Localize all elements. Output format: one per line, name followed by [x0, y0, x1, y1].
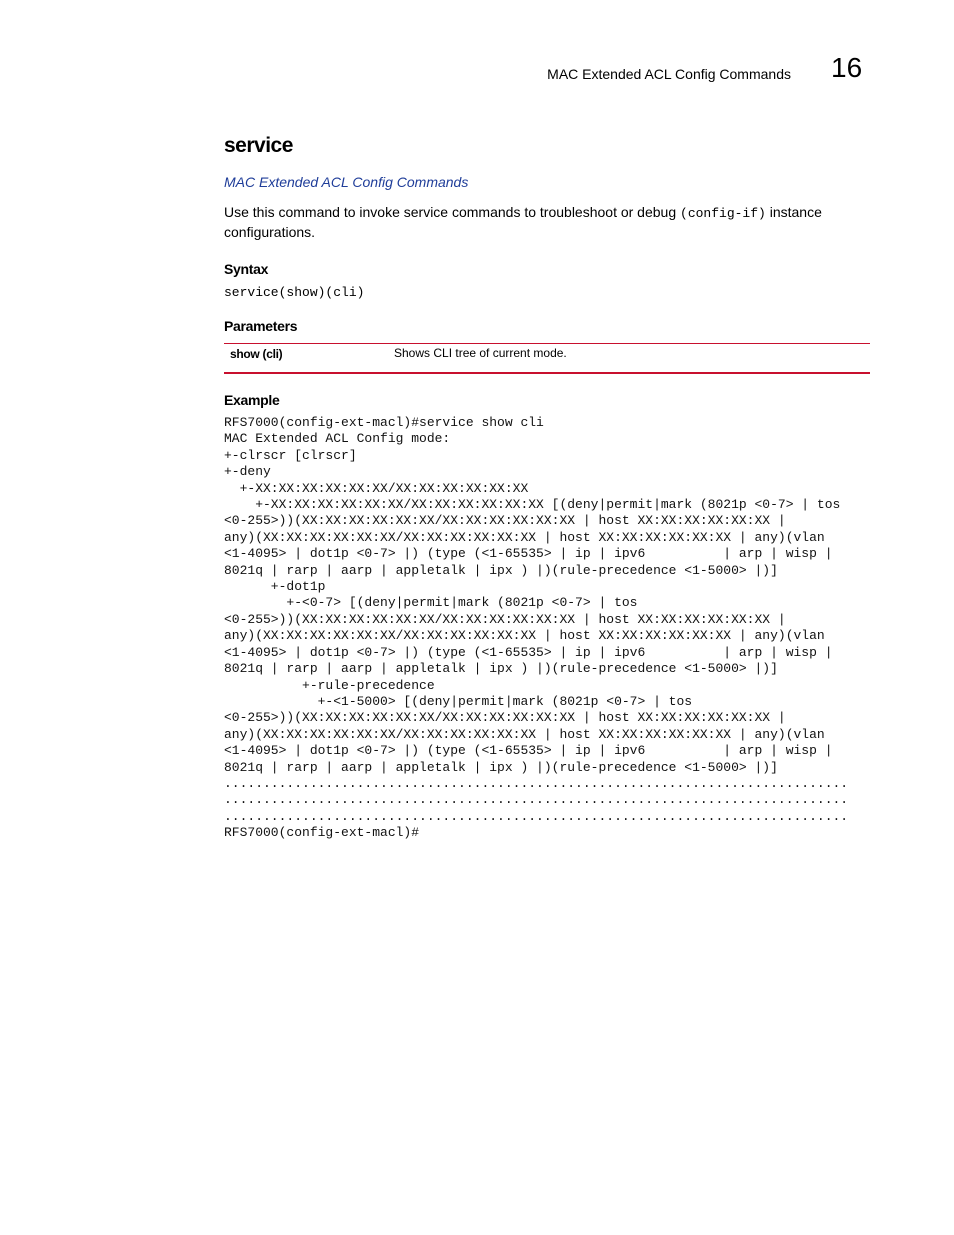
example-code-line: <1-4095> | dot1p <0-7> |) (type (<1-65535> | ip | ipv6 | arp | wisp | — [224, 644, 833, 660]
parameter-description: Shows CLI tree of current mode. — [394, 346, 567, 360]
example-code-line: <0-255>))(XX:XX:XX:XX:XX:XX/XX:XX:XX:XX:XX:XX | host XX:XX:XX:XX:XX:XX | — [224, 611, 786, 627]
parameters-heading: Parameters — [224, 318, 298, 334]
example-code-line: <0-255>))(XX:XX:XX:XX:XX:XX/XX:XX:XX:XX:XX:XX | host XX:XX:XX:XX:XX:XX | — [224, 710, 786, 726]
example-code-line: <1-4095> | dot1p <0-7> |) (type (<1-65535> | ip | ipv6 | arp | wisp | — [224, 546, 833, 562]
example-code-line: ................................................................................ — [224, 775, 849, 791]
parent-section-link[interactable]: MAC Extended ACL Config Commands — [224, 174, 469, 190]
main-content — [224, 130, 870, 842]
example-code-line: <1-4095> | dot1p <0-7> |) (type (<1-65535> | ip | ipv6 | arp | wisp | — [224, 743, 833, 759]
parameters-table — [224, 343, 870, 374]
example-code-block — [224, 415, 870, 842]
description-text-start: Use this command to invoke service commands to troubleshoot or debug — [224, 204, 681, 220]
running-header-title: MAC Extended ACL Config Commands — [547, 66, 791, 82]
example-code-line: +-rule-precedence — [224, 677, 435, 693]
page-title: service — [224, 134, 293, 157]
example-code-line: ................................................................................ — [224, 808, 849, 824]
example-code-line: MAC Extended ACL Config mode: — [224, 431, 451, 447]
chapter-number: 16 — [831, 52, 863, 83]
parameter-name: show (cli) — [230, 347, 283, 361]
example-code-line: any)(XX:XX:XX:XX:XX:XX/XX:XX:XX:XX:XX:XX | host XX:XX:XX:XX:XX:XX | any)(vlan — [224, 529, 825, 545]
example-code-line: any)(XX:XX:XX:XX:XX:XX/XX:XX:XX:XX:XX:XX | host XX:XX:XX:XX:XX:XX | any)(vlan — [224, 726, 825, 742]
example-code-line: 8021q | rarp | aarp | appletalk | ipx ) |)(rule-precedence <1-5000> |)] — [224, 562, 778, 578]
syntax-heading: Syntax — [224, 261, 269, 277]
example-code-line: +-XX:XX:XX:XX:XX:XX/XX:XX:XX:XX:XX:XX — [224, 480, 529, 496]
example-code-line: +-clrscr [clrscr] — [224, 447, 357, 463]
example-code-line: +-deny — [224, 464, 271, 480]
example-code-line: <0-255>))(XX:XX:XX:XX:XX:XX/XX:XX:XX:XX:XX:XX | host XX:XX:XX:XX:XX:XX | — [224, 513, 786, 529]
example-code-line: 8021q | rarp | aarp | appletalk | ipx ) |)(rule-precedence <1-5000> |)] — [224, 661, 778, 677]
description-code: (config-if) — [680, 206, 766, 221]
example-code-line: any)(XX:XX:XX:XX:XX:XX/XX:XX:XX:XX:XX:XX | host XX:XX:XX:XX:XX:XX | any)(vlan — [224, 628, 825, 644]
syntax-code: service(show)(cli) — [224, 285, 365, 300]
example-code-line: 8021q | rarp | aarp | appletalk | ipx ) |)(rule-precedence <1-5000> |)] — [224, 759, 778, 775]
example-code-line: RFS7000(config-ext-macl)# — [224, 825, 420, 841]
example-code-line: +-<1-5000> [(deny|permit|mark (8021p <0-7> | tos — [224, 693, 693, 709]
description-text-end: instance configurations. — [224, 204, 822, 240]
example-code-line: +-dot1p — [224, 579, 326, 595]
example-heading: Example — [224, 392, 280, 408]
example-code-line: +-<0-7> [(deny|permit|mark (8021p <0-7> | tos — [224, 595, 638, 611]
example-code-line: RFS7000(config-ext-macl)#service show cli — [224, 415, 544, 430]
command-description — [224, 203, 870, 242]
example-code-line: +-XX:XX:XX:XX:XX:XX/XX:XX:XX:XX:XX:XX [(deny|permit|mark (8021p <0-7> | tos — [224, 497, 841, 513]
example-code-line: ................................................................................ — [224, 792, 849, 808]
